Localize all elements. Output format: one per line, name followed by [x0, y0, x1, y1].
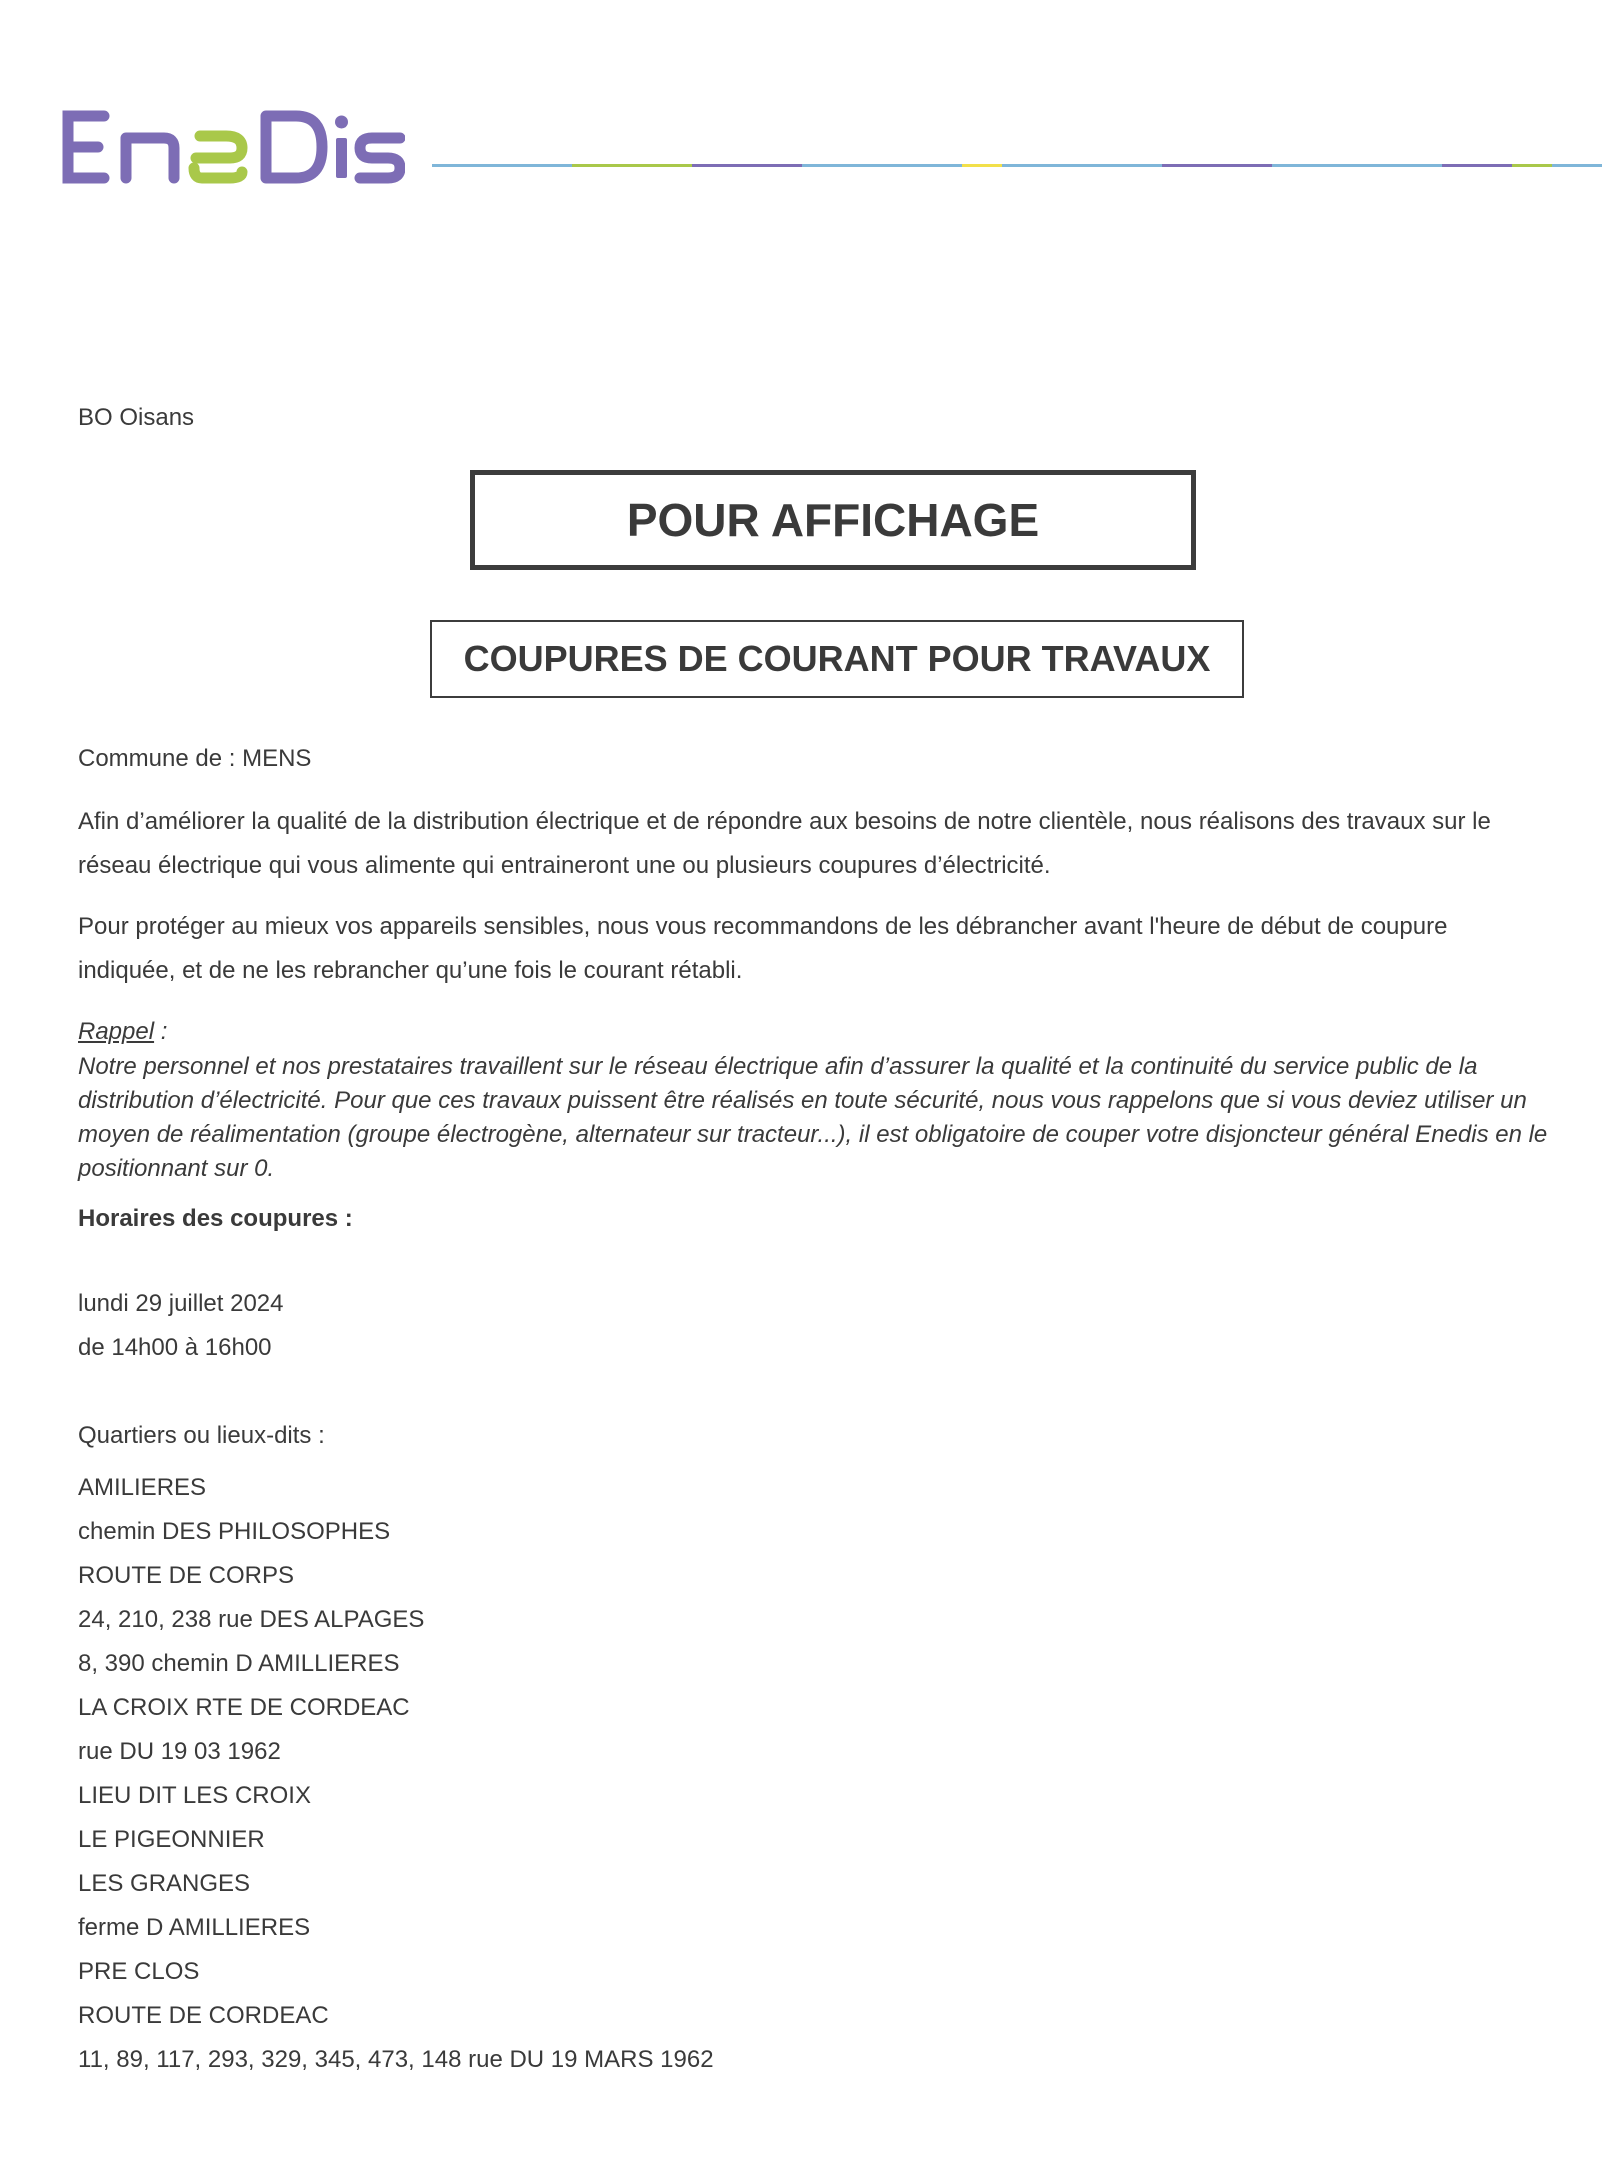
- commune-line: Commune de : MENS: [78, 745, 312, 772]
- advice-paragraph: Pour protéger au mieux vos appareils sensibles, nous vous recommandons de les débrancher avant l'heure de début de coupure indiquée, et de ne les rebrancher qu’une fois le courant rétabli.: [78, 913, 1448, 984]
- locations-list: [78, 1466, 714, 2082]
- location-item: LES GRANGES: [78, 1870, 251, 1897]
- rappel-text: Notre personnel et nos prestataires travaillent sur le réseau électrique afin d’assurer la qualité et la continuité du service public de la distribution d’électricité. Pour que ces travaux puissent être réalisés en toute sécurité, nous vous rappelons que si vous deviez utiliser un moyen de réalimentation (groupe électrogène, alternateur sur tracteur...), il est obligatoire de couper votre disjoncteur général Enedis en le positionnant sur 0.: [78, 1053, 1548, 1182]
- location-item: 24, 210, 238 rue DES ALPAGES: [78, 1606, 425, 1633]
- logo-letter-e2: [194, 136, 242, 178]
- rappel-heading: [78, 1018, 167, 1046]
- location-item: chemin DES PHILOSOPHES: [78, 1518, 391, 1545]
- logo-letter-s: [360, 138, 400, 178]
- location-item: 8, 390 chemin D AMILLIERES: [78, 1650, 400, 1677]
- rappel-suffix: :: [154, 1018, 168, 1045]
- logo-letter-d: [266, 116, 322, 178]
- logo-letter-i: [335, 116, 348, 179]
- subtitle-box-text: COUPURES DE COURANT POUR TRAVAUX: [463, 638, 1211, 679]
- location-item: AMILIERES: [78, 1474, 207, 1501]
- title-box: [470, 470, 1196, 570]
- subtitle-box: [430, 620, 1244, 698]
- location-item: ROUTE DE CORPS: [78, 1562, 295, 1589]
- title-box-text: POUR AFFICHAGE: [626, 494, 1040, 546]
- location-item: LE PIGEONNIER: [78, 1826, 265, 1853]
- location-item: ROUTE DE CORDEAC: [78, 2002, 329, 2029]
- locations-title: Quartiers ou lieux-dits :: [78, 1422, 325, 1449]
- location-item: ferme D AMILLIERES: [78, 1914, 311, 1941]
- enedis-logo: [60, 108, 405, 186]
- header-divider: [432, 162, 1602, 170]
- logo-letter-n: [126, 138, 174, 178]
- location-item: LIEU DIT LES CROIX: [78, 1782, 311, 1809]
- schedule-date: lundi 29 juillet 2024: [78, 1290, 284, 1317]
- intro-paragraph: Afin d’améliorer la qualité de la distribution électrique et de répondre aux besoins de notre clientèle, nous réalisons des travaux sur le réseau électrique qui vous alimente qui entraineront une ou plusieurs coupures d’électricité.: [78, 808, 1491, 879]
- logo-letter-e1: [68, 116, 104, 178]
- sender-office: BO Oisans: [78, 404, 195, 431]
- location-item: LA CROIX RTE DE CORDEAC: [78, 1694, 410, 1721]
- location-item: 11, 89, 117, 293, 329, 345, 473, 148 rue DU 19 MARS 1962: [78, 2046, 714, 2073]
- location-item: PRE CLOS: [78, 1958, 200, 1985]
- location-item: rue DU 19 03 1962: [78, 1738, 281, 1765]
- schedule-title: Horaires des coupures :: [78, 1205, 353, 1232]
- schedule-hours: de 14h00 à 16h00: [78, 1334, 272, 1361]
- rappel-label: Rappel: [78, 1018, 155, 1045]
